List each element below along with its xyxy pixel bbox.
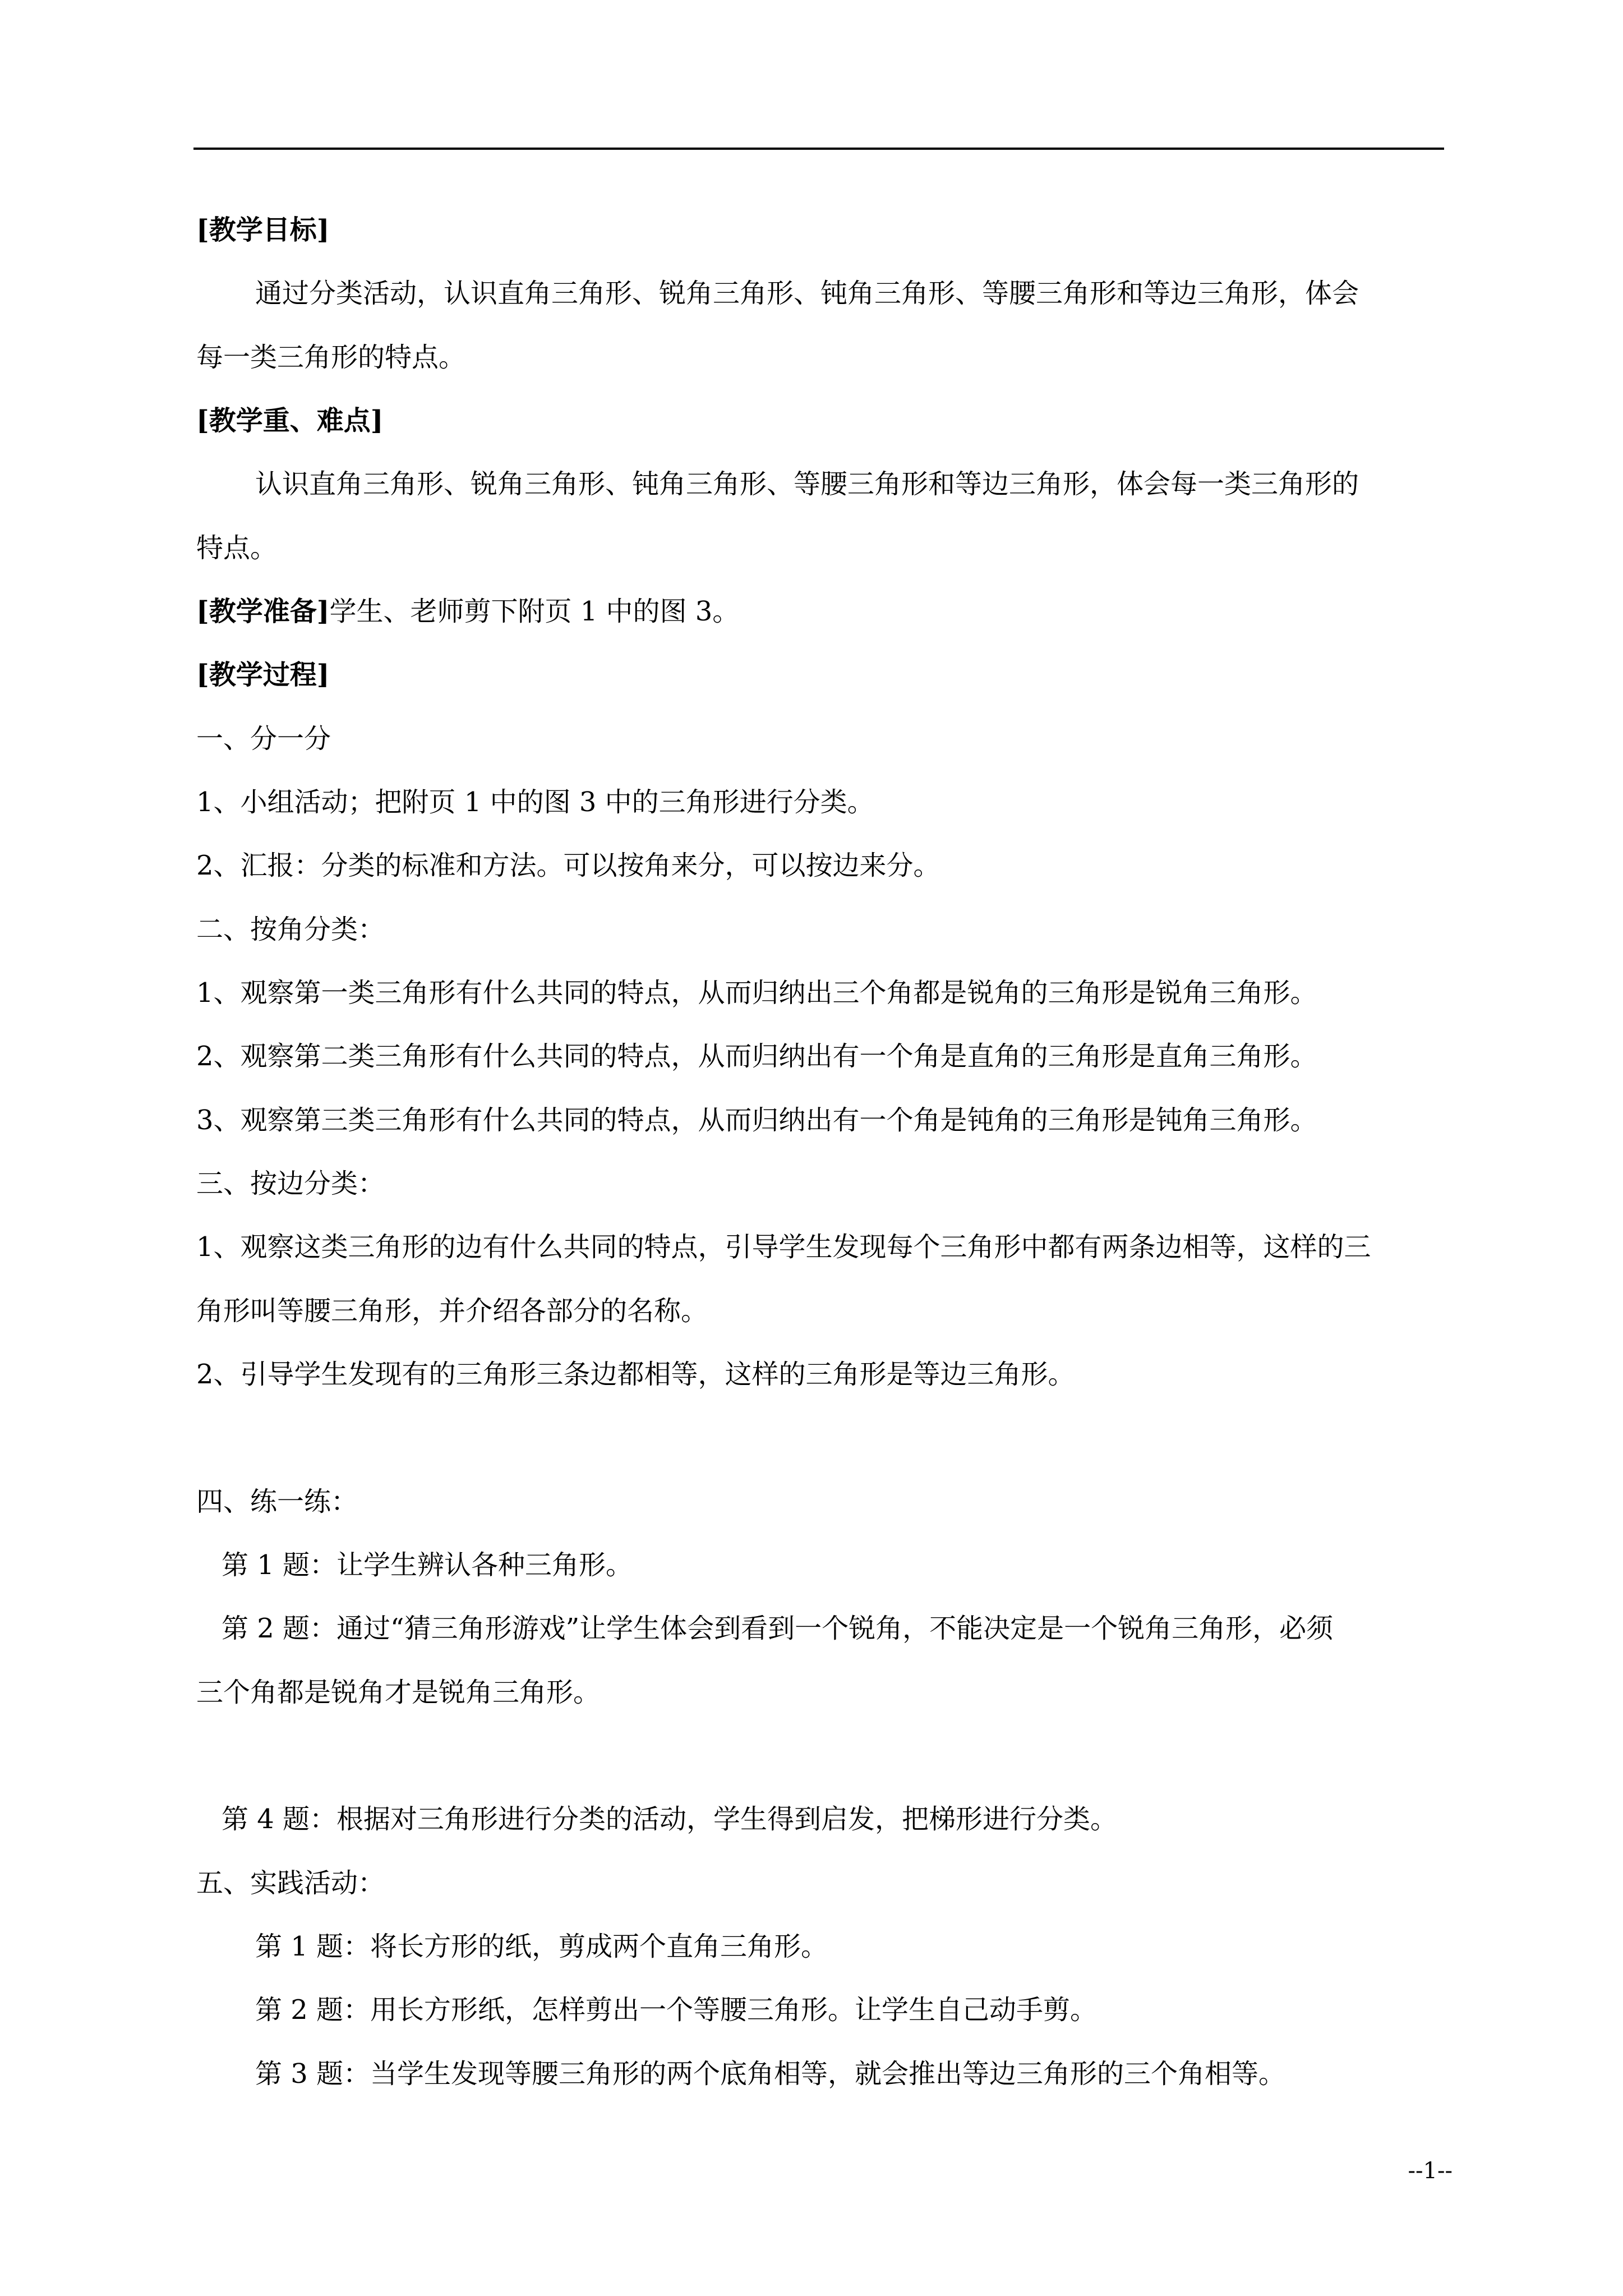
- section-2-item-3: 3、观察第三类三角形有什么共同的特点，从而归纳出有一个角是钝角的三角形是钝角三角形。: [196, 1105, 1317, 1136]
- section-1-item-1: 1、小组活动；把附页 1 中的图 3 中的三角形进行分类。: [196, 786, 874, 818]
- preparation-heading: [教学准备]: [196, 596, 330, 627]
- section-3-item-1-line-1: 1、观察这类三角形的边有什么共同的特点，引导学生发现每个三角形中都有两条边相等，这样的三: [196, 1231, 1371, 1263]
- section-5-question-2: 第 2 题：用长方形纸，怎样剪出一个等腰三角形。让学生自己动手剪。: [255, 1994, 1098, 2026]
- keypoints-text-line-1: 认识直角三角形、锐角三角形、钝角三角形、等腰三角形和等边三角形，体会每一类三角形的: [255, 468, 1359, 500]
- section-2-item-1: 1、观察第一类三角形有什么共同的特点，从而归纳出三个角都是锐角的三角形是锐角三角形。: [196, 977, 1317, 1009]
- objectives-text-line-1: 通过分类活动，认识直角三角形、锐角三角形、钝角三角形、等腰三角形和等边三角形，体会: [255, 278, 1359, 309]
- section-4-title: 四、练一练：: [196, 1486, 358, 1517]
- section-5-question-3: 第 3 题：当学生发现等腰三角形的两个底角相等，就会推出等边三角形的三个角相等。: [255, 2058, 1286, 2090]
- preparation-line: [196, 595, 1453, 628]
- section-3-item-1-line-2: 角形叫等腰三角形，并介绍各部分的名称。: [196, 1295, 708, 1327]
- keypoints-text-line-2: 特点。: [196, 532, 278, 564]
- objectives-text-line-2: 每一类三角形的特点。: [196, 342, 466, 373]
- section-1-title: 一、分一分: [196, 723, 331, 754]
- section-2-item-2: 2、观察第二类三角形有什么共同的特点，从而归纳出有一个角是直角的三角形是直角三角形。: [196, 1041, 1317, 1072]
- preparation-text: 学生、老师剪下附页 1 中的图 3。: [329, 596, 740, 627]
- keypoints-heading: [教学重、难点]: [196, 405, 384, 436]
- section-4-question-2-line-2: 三个角都是锐角才是锐角三角形。: [196, 1677, 601, 1708]
- section-3-title: 三、按边分类：: [196, 1168, 385, 1199]
- header-rule: [193, 148, 1444, 150]
- section-4-question-1: 第 1 题：让学生辨认各种三角形。: [222, 1549, 633, 1581]
- objectives-heading: [教学目标]: [196, 214, 330, 246]
- section-4-question-4: 第 4 题：根据对三角形进行分类的活动，学生得到启发，把梯形进行分类。: [222, 1803, 1118, 1835]
- section-1-item-2: 2、汇报：分类的标准和方法。可以按角来分，可以按边来分。: [196, 850, 940, 881]
- section-3-item-2: 2、引导学生发现有的三角形三条边都相等，这样的三角形是等边三角形。: [196, 1359, 1075, 1390]
- section-5-question-1: 第 1 题：将长方形的纸，剪成两个直角三角形。: [255, 1931, 828, 1962]
- section-2-title: 二、按角分类：: [196, 914, 385, 945]
- section-5-title: 五、实践活动：: [196, 1867, 385, 1899]
- page-number: --1--: [1408, 2158, 1453, 2184]
- process-heading: [教学过程]: [196, 659, 330, 691]
- section-4-question-2-line-1: 第 2 题：通过“猜三角形游戏”让学生体会到看到一个锐角，不能决定是一个锐角三角形，必须: [222, 1613, 1334, 1644]
